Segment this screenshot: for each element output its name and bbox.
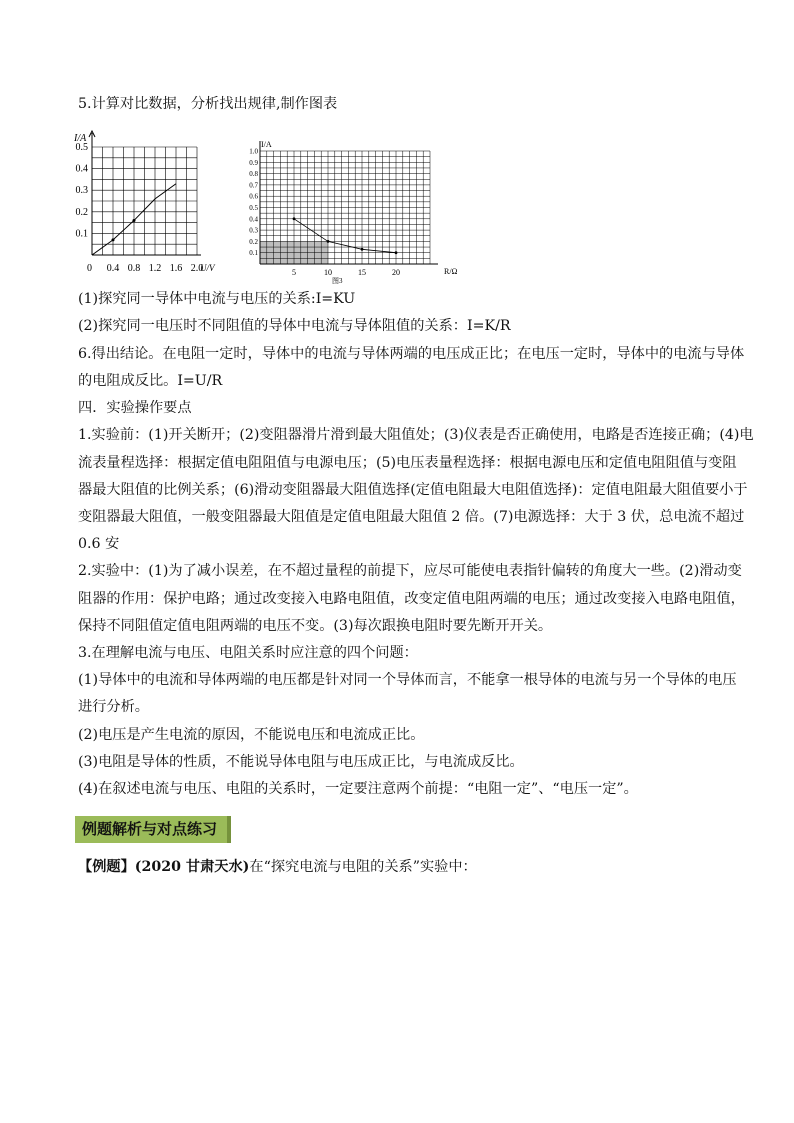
text-line: 2.实验中：(1)为了减小误差，在不超过量程的前提下，应尽可能使电表指针偏转的角度大一些。(2)滑动变 bbox=[78, 563, 742, 579]
text-line: 3.在理解电流与电压、电阻关系时应注意的四个问题： bbox=[78, 645, 418, 661]
chart1-xtick: 1.2 bbox=[148, 263, 162, 274]
chart2-ylabel: I/A bbox=[261, 140, 272, 149]
text-line: (1)探究同一导体中电流与电压的关系:I=KU bbox=[78, 291, 356, 307]
chart2-ytick: 0.6 bbox=[249, 192, 258, 201]
step5-heading: 5.计算对比数据，分析找出规律,制作图表 bbox=[78, 96, 338, 112]
section-heading: 四．实验操作要点 bbox=[78, 400, 192, 416]
text-line: 变阻器最大阻值，一般变阻器最大阻值是定值电阻最大阻值 2 倍。(7)电源选择：大于 3 伏，总电流不超过 bbox=[78, 509, 745, 525]
chart2-caption: 图3 bbox=[332, 277, 343, 285]
text-line: (4)在叙述电流与电压、电阻的关系时，一定要注意两个前提：“电阻一定”、“电压一定”。 bbox=[78, 781, 638, 797]
example-tag: 【例题】 bbox=[78, 859, 135, 875]
chart2-xtick: 20 bbox=[392, 268, 400, 277]
chart1-xtick: 1.6 bbox=[169, 263, 183, 274]
example-line bbox=[78, 857, 728, 877]
chart1-point bbox=[112, 238, 115, 241]
chart-current-voltage bbox=[70, 125, 240, 280]
chart1-ytick: 0.1 bbox=[75, 228, 88, 240]
chart2-xtick: 5 bbox=[292, 268, 296, 277]
chart1-ylabel: I/A bbox=[74, 133, 87, 144]
chart2-point bbox=[293, 217, 296, 220]
text-line: 6.得出结论。在电阻一定时，导体中的电流与导体两端的电压成正比；在电压一定时，导体中的电流与导体 bbox=[78, 346, 745, 362]
chart1-grid bbox=[92, 147, 197, 255]
text-line: 0.6 安 bbox=[78, 536, 120, 552]
chart2-grid bbox=[260, 151, 430, 264]
text-line: 的电阻成反比。I=U/R bbox=[78, 373, 223, 389]
chart1-ytick: 0.2 bbox=[75, 206, 88, 218]
chart2-ytick: 0.5 bbox=[249, 204, 258, 212]
chart-current-resistance bbox=[244, 135, 466, 285]
chart1-xtick: 2.0 bbox=[190, 263, 204, 274]
chart1-xlabel: U/V bbox=[200, 263, 215, 273]
text-line: (3)电阻是导体的性质，不能说导体电阻与电压成正比，与电流成反比。 bbox=[78, 754, 524, 770]
chart2-ytick: 0.7 bbox=[249, 181, 258, 190]
chart1-axes bbox=[89, 131, 201, 255]
text-line: 1.实验前：(1)开关断开；(2)变阻器滑片滑到最大阻值处；(3)仪表是否正确使用，电路是否连接正确；(4)电 bbox=[78, 427, 754, 443]
text-line: (1)导体中的电流和导体两端的电压都是针对同一个导体而言，不能拿一根导体的电流与另一个导体的电压 bbox=[78, 672, 737, 688]
chart2-ytick: 0.3 bbox=[249, 226, 258, 235]
chart2-xlabel: R/Ω bbox=[444, 267, 458, 276]
chart2-ytick: 1.0 bbox=[249, 147, 258, 156]
text-line: 流表量程选择：根据定值电阻阻值与电源电压；(5)电压表量程选择：根据电源电压和定值电阻阻值与变阻 bbox=[78, 455, 737, 471]
text-line: (2)电压是产生电流的原因，不能说电压和电流成正比。 bbox=[78, 727, 425, 743]
chart2-point bbox=[361, 248, 364, 251]
chart2-xtick: 15 bbox=[358, 268, 366, 277]
chart2-ytick: 0.4 bbox=[249, 215, 258, 224]
chart2-point bbox=[327, 240, 330, 243]
chart2-ytick: 0.1 bbox=[249, 249, 258, 258]
chart1-xtick: 0.8 bbox=[127, 263, 141, 274]
chart1-ytick: 0.4 bbox=[75, 163, 88, 175]
chart2-xtick: 10 bbox=[324, 268, 332, 277]
chart1-xtick: 0.4 bbox=[106, 263, 120, 274]
chart2-ytick: 0.9 bbox=[249, 158, 258, 167]
chart2-ytick: 0.8 bbox=[249, 170, 258, 179]
chart2-ytick: 0.2 bbox=[249, 237, 258, 246]
chart1-point bbox=[133, 219, 136, 222]
text-line: 保持不同阻值定值电阻两端的电压不变。(3)每次跟换电阻时要先断开开关。 bbox=[78, 618, 553, 634]
example-text: 在“探究电流与电阻的关系”实验中： bbox=[249, 859, 477, 875]
text-line: 阻器的作用：保护电路；通过改变接入电路电阻值，改变定值电阻两端的电压；通过改变接入电路电阻值， bbox=[78, 591, 745, 607]
text-line: 进行分析。 bbox=[78, 699, 149, 715]
chart1-origin-label: 0 bbox=[87, 263, 92, 274]
example-source: (2020 甘肃天水) bbox=[134, 859, 250, 875]
text-line: (2)探究同一电压时不同阻值的导体中电流与导体阻值的关系：I=K/R bbox=[78, 318, 511, 334]
section-banner: 例题解析与对点练习 bbox=[75, 816, 231, 843]
text-line: 器最大阻值的比例关系；(6)滑动变阻器最大阻值选择(定值电阻最大电阻值选择)：定值电阻最大阻值要小于 bbox=[78, 482, 748, 498]
chart2-point bbox=[395, 251, 398, 254]
chart1-ytick: 0.3 bbox=[75, 185, 88, 197]
chart1-ytick: 0.5 bbox=[75, 142, 88, 153]
